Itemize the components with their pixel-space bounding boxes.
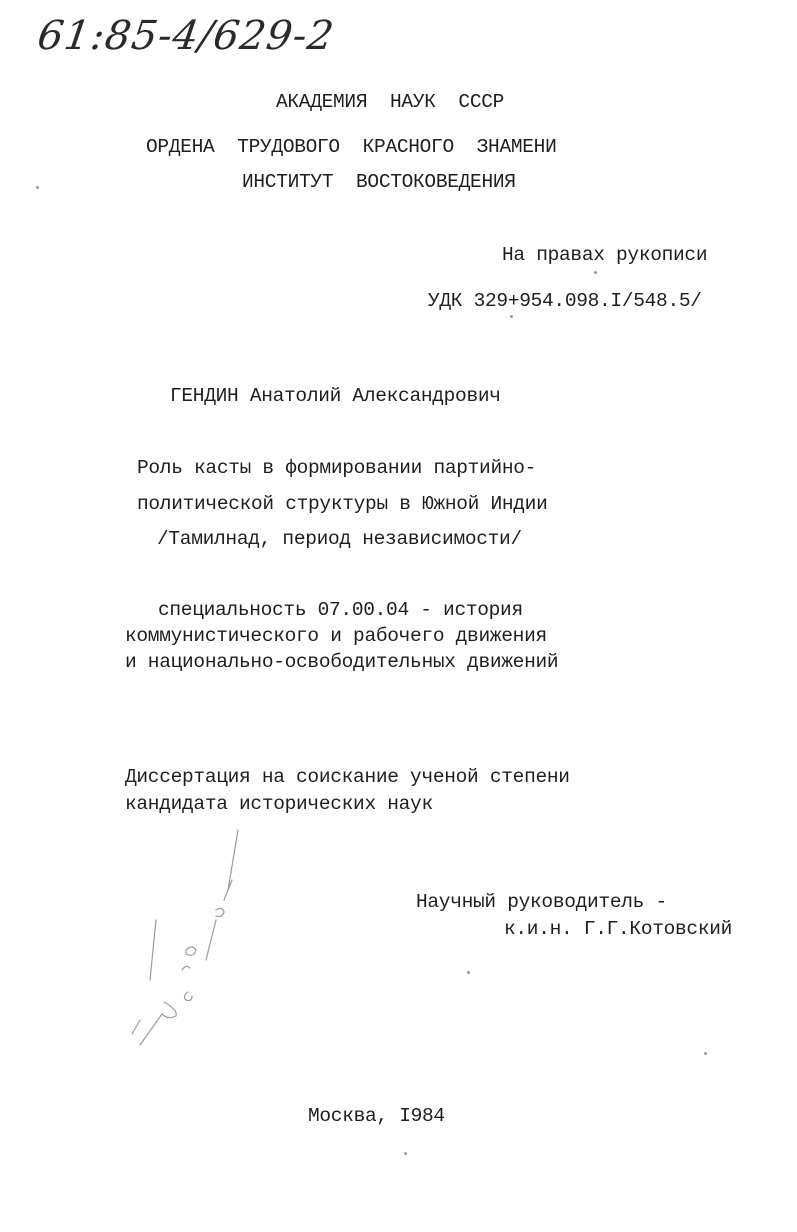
paper-speck	[404, 1152, 407, 1155]
header-academy: АКАДЕМИЯ НАУК СССР	[276, 91, 505, 113]
supervisor-name: к.и.н. Г.Г.Котовский	[504, 918, 733, 940]
specialty-line-1: специальность 07.00.04 - история	[158, 599, 523, 621]
paper-speck	[594, 271, 597, 274]
thesis-title-line-1: Роль касты в формировании партийно-	[137, 457, 537, 479]
thesis-title-line-2: политической структуры в Южной Индии	[137, 493, 548, 515]
header-order: ОРДЕНА ТРУДОВОГО КРАСНОГО ЗНАМЕНИ	[146, 136, 557, 158]
paper-speck	[510, 315, 513, 318]
paper-speck	[36, 186, 39, 189]
handwritten-archive-code: 61:85-4/629-2	[34, 13, 338, 59]
author-name: ГЕНДИН Анатолий Александрович	[170, 385, 501, 407]
faint-pencil-marks	[120, 820, 250, 1050]
paper-speck	[467, 971, 470, 974]
dissertation-line-1: Диссертация на соискание ученой степени	[125, 766, 570, 788]
supervisor-label: Научный руководитель -	[416, 891, 667, 913]
thesis-title-line-3: /Тамилнад, период независимости/	[157, 528, 522, 550]
specialty-line-3: и национально-освободительных движений	[125, 651, 559, 673]
paper-speck	[704, 1052, 707, 1055]
dissertation-line-2: кандидата исторических наук	[125, 793, 433, 815]
footer-city-year: Москва, I984	[308, 1105, 445, 1127]
udk-code: УДК 329+954.098.I/548.5/	[428, 290, 702, 312]
header-institute: ИНСТИТУТ ВОСТОКОВЕДЕНИЯ	[242, 171, 516, 193]
manuscript-rights: На правах рукописи	[502, 244, 708, 266]
specialty-line-2: коммунистического и рабочего движения	[125, 625, 547, 647]
